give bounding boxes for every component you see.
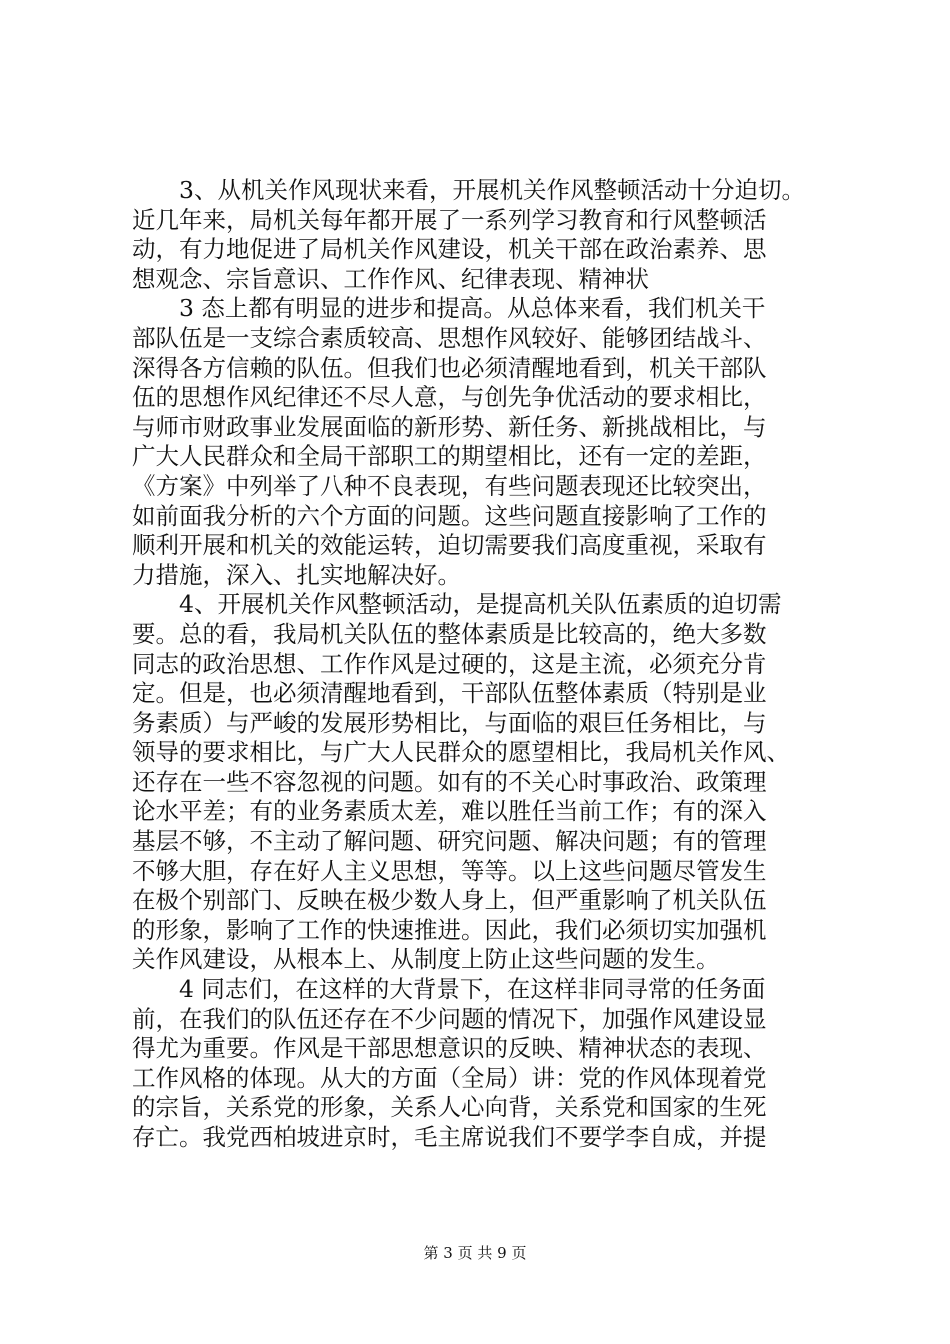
text-line: 如前面我分析的六个方面的问题。这些问题直接影响了工作的 bbox=[132, 501, 767, 530]
paragraph-first-line: 3 态上都有明显的进步和提高。从总体来看，我们机关干 bbox=[179, 294, 766, 323]
text-line: 力措施，深入、扎实地解决好。 bbox=[132, 560, 461, 589]
text-line: 前，在我们的队伍还存在不少问题的情况下，加强作风建设显 bbox=[132, 1004, 767, 1033]
text-line: 务素质）与严峻的发展形势相比，与面临的艰巨任务相比，与 bbox=[132, 708, 767, 737]
text-line: 想观念、宗旨意识、工作作风、纪律表现、精神状 bbox=[132, 264, 649, 293]
text-line: 不够大胆，存在好人主义思想，等等。以上这些问题尽管发生 bbox=[132, 856, 767, 885]
page-footer: 第 3 页 共 9 页 bbox=[423, 1244, 527, 1262]
text-line: 还存在一些不容忽视的问题。如有的不关心时事政治、政策理 bbox=[132, 767, 767, 796]
text-line: 在极个别部门、反映在极少数人身上，但严重影响了机关队伍 bbox=[132, 886, 767, 915]
text-line: 存亡。我党西柏坡进京时，毛主席说我们不要学李自成，并提 bbox=[132, 1123, 767, 1151]
text-line: 深得各方信赖的队伍。但我们也必须清醒地看到，机关干部队 bbox=[132, 353, 767, 382]
text-line: 关作风建设，从根本上、从制度上防止这些问题的发生。 bbox=[132, 945, 720, 974]
text-line: 顺利开展和机关的效能运转，迫切需要我们高度重视，采取有 bbox=[132, 531, 767, 560]
text-line: 近几年来，局机关每年都开展了一系列学习教育和行风整顿活 bbox=[132, 205, 767, 234]
text-line: 动，有力地促进了局机关作风建设，机关干部在政治素养、思 bbox=[132, 235, 767, 264]
text-line: 的形象，影响了工作的快速推进。因此，我们必须切实加强机 bbox=[132, 915, 767, 944]
text-line: 广大人民群众和全局干部职工的期望相比，还有一定的差距， bbox=[132, 442, 767, 471]
paragraph-first-line: 4、开展机关作风整顿活动，是提高机关队伍素质的迫切需 bbox=[179, 590, 782, 619]
text-line: 要。总的看，我局机关队伍的整体素质是比较高的，绝大多数 bbox=[132, 619, 767, 648]
text-line: 定。但是，也必须清醒地看到，干部队伍整体素质（特别是业 bbox=[132, 679, 767, 708]
text-line: 论水平差；有的业务素质太差，难以胜任当前工作；有的深入 bbox=[132, 797, 767, 826]
text-line: 《方案》中列举了八种不良表现，有些问题表现还比较突出， bbox=[132, 471, 767, 500]
paragraph-first-line: 4 同志们，在这样的大背景下，在这样非同寻常的任务面 bbox=[179, 975, 766, 1004]
text-line: 工作风格的体现。从大的方面（全局）讲：党的作风体现着党 bbox=[132, 1063, 767, 1092]
text-line: 得尤为重要。作风是干部思想意识的反映、精神状态的表现、 bbox=[132, 1034, 767, 1063]
text-line: 基层不够，不主动了解问题、研究问题、解决问题；有的管理 bbox=[132, 827, 767, 856]
text-line: 部队伍是一支综合素质较高、思想作风较好、能够团结战斗、 bbox=[132, 323, 767, 352]
text-line: 的宗旨，关系党的形象，关系人心向背，关系党和国家的生死 bbox=[132, 1093, 767, 1122]
text-line: 领导的要求相比，与广大人民群众的愿望相比，我局机关作风、 bbox=[132, 738, 790, 767]
text-line: 与师市财政事业发展面临的新形势、新任务、新挑战相比，与 bbox=[132, 412, 767, 441]
document-body bbox=[132, 176, 832, 1153]
text-line: 伍的思想作风纪律还不尽人意，与创先争优活动的要求相比， bbox=[132, 383, 767, 412]
paragraph-first-line: 3、从机关作风现状来看，开展机关作风整顿活动十分迫切。 bbox=[179, 176, 805, 204]
text-line: 同志的政治思想、工作作风是过硬的，这是主流，必须充分肯 bbox=[132, 649, 767, 678]
